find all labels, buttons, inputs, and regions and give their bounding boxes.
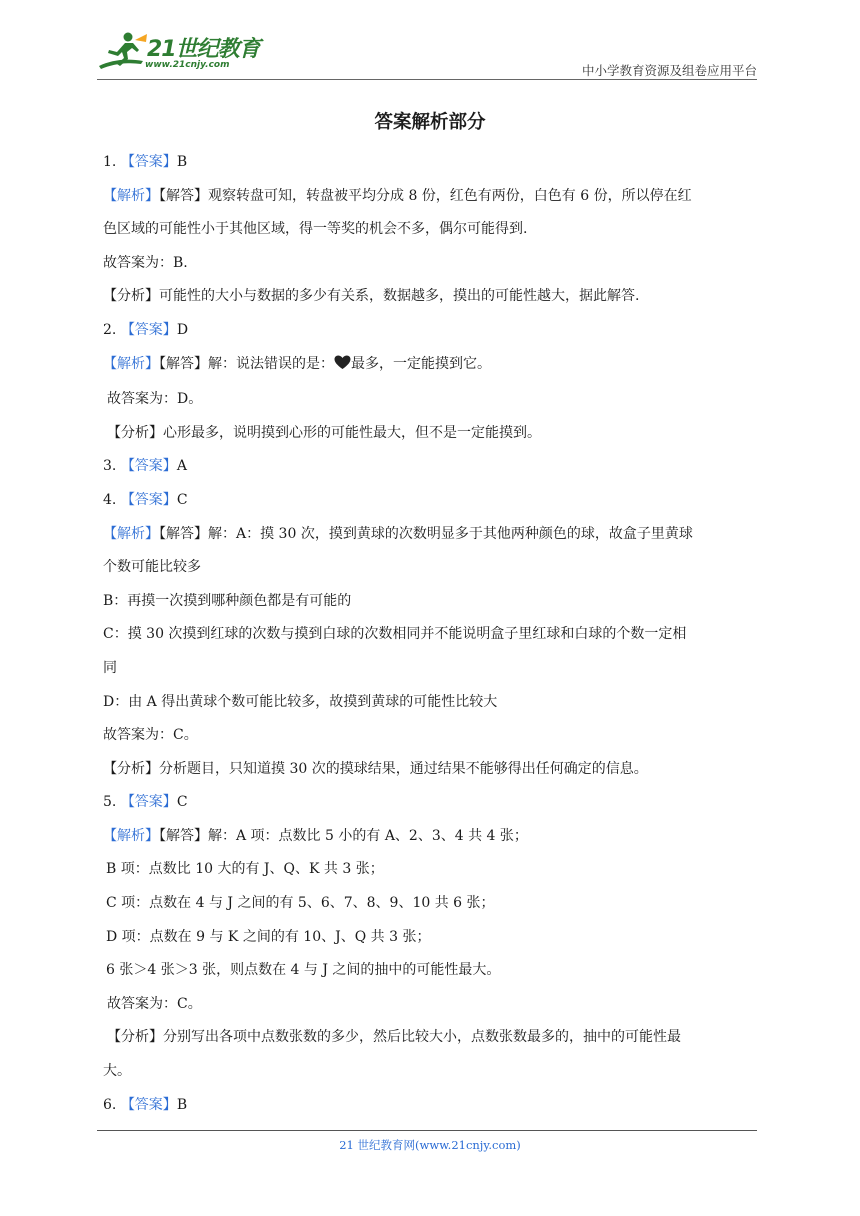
text-line xyxy=(103,686,763,720)
text-line xyxy=(103,280,763,314)
runner-logo-icon xyxy=(97,30,149,74)
text-line xyxy=(103,417,763,451)
text-segment: D 项：点数在 9 与 K 之间的有 10、J、Q 共 3 张； xyxy=(106,928,431,945)
text-line xyxy=(103,348,763,384)
text-line xyxy=(103,921,763,955)
text-line xyxy=(103,180,763,214)
text-line xyxy=(103,247,763,281)
text-segment: 色区域的可能性小于其他区域，得一等奖的机会不多，偶尔可能得到. xyxy=(103,221,528,238)
text-segment: 个数可能比较多 xyxy=(103,559,201,576)
text-line xyxy=(103,820,763,854)
text-segment: 【解答】观察转盘可知，转盘被平均分成 8 份，红色有两份，白色有 6 份，所以停在红 xyxy=(159,187,692,204)
text-line xyxy=(103,719,763,753)
logo-url: www.21cnjy.com xyxy=(145,60,230,70)
site-logo[interactable] xyxy=(97,30,267,74)
text-segment: 1. xyxy=(103,154,121,170)
text-segment: 最多，一定能摸到它。 xyxy=(351,355,491,372)
text-line xyxy=(103,652,763,686)
text-segment: B：再摸一次摸到哪种颜色都是有可能的 xyxy=(103,592,352,609)
text-segment: 【分析】分别写出各项中点数张数的多少，然后比较大小，点数张数最多的，抽中的可能性最 xyxy=(107,1029,681,1046)
text-segment: C 项：点数在 4 与 J 之间的有 5、6、7、8、9、10 共 6 张； xyxy=(106,895,495,912)
text-segment: B xyxy=(176,154,188,170)
text-line xyxy=(103,753,763,787)
text-segment: D xyxy=(176,321,189,338)
footer-divider xyxy=(97,1130,757,1131)
text-segment: 故答案为：C。 xyxy=(107,995,202,1012)
text-line xyxy=(103,450,763,484)
answer-tag: 【解析】 xyxy=(103,525,159,542)
text-line xyxy=(103,551,763,585)
text-segment: 故答案为：B. xyxy=(103,254,188,271)
answer-content xyxy=(103,146,763,1122)
answer-tag: 【答案】 xyxy=(120,458,177,475)
text-line xyxy=(103,1021,763,1055)
text-line xyxy=(103,484,763,518)
answer-tag: 【解析】 xyxy=(103,827,159,844)
text-segment: 【分析】可能性的大小与数据的多少有关系，数据越多，摸出的可能性越大，据此解答. xyxy=(103,288,640,305)
text-line xyxy=(103,1055,763,1089)
footer-link[interactable]: 21 世纪教育网(www.21cnjy.com) xyxy=(339,1138,521,1152)
text-segment: 2. xyxy=(103,321,121,338)
text-segment: 6 张＞4 张＞3 张，则点数在 4 与 J 之间的抽中的可能性最大。 xyxy=(106,962,501,979)
text-segment: D：由 A 得出黄球个数可能比较多，故摸到黄球的可能性比较大 xyxy=(103,693,498,710)
text-line xyxy=(103,988,763,1022)
text-segment: A xyxy=(176,458,187,475)
answer-tag: 【解析】 xyxy=(103,187,159,204)
page-header xyxy=(97,28,757,84)
text-line xyxy=(103,1089,763,1123)
answer-tag: 【答案】 xyxy=(120,321,177,338)
text-segment: B 项：点数比 10 大的有 J、Q、K 共 3 张； xyxy=(106,861,384,878)
text-segment: 【分析】分析题目，只知道摸 30 次的摸球结果，通过结果不能够得出任何确定的信息。 xyxy=(103,760,648,777)
text-segment: 【解答】解：A 项：点数比 5 小的有 A、2、3、4 共 4 张； xyxy=(159,827,528,844)
text-segment: B xyxy=(176,1096,188,1113)
page-title: 答案解析部分 xyxy=(374,112,486,133)
platform-name: 中小学教育资源及组卷应用平台 xyxy=(581,63,757,78)
text-segment: 故答案为：D。 xyxy=(107,391,203,408)
answer-tag: 【答案】 xyxy=(120,1096,177,1113)
text-segment: 【分析】心形最多，说明摸到心形的可能性最大，但不是一定能摸到。 xyxy=(107,424,541,441)
text-line xyxy=(103,146,763,180)
answer-tag: 【答案】 xyxy=(120,154,177,170)
text-line xyxy=(103,383,763,417)
text-line xyxy=(103,786,763,820)
text-segment: C：摸 30 次摸到红球的次数与摸到白球的次数相同并不能说明盒子里红球和白球的个数一定相 xyxy=(103,626,687,643)
text-line xyxy=(103,618,763,652)
heart-icon xyxy=(334,350,351,384)
text-segment: 大。 xyxy=(103,1063,131,1080)
text-segment: 同 xyxy=(103,659,117,676)
text-line xyxy=(103,954,763,988)
text-line xyxy=(103,314,763,348)
logo-wordmark: 21世纪教育 xyxy=(147,37,260,62)
text-segment: 4. xyxy=(103,491,121,508)
text-segment: 6. xyxy=(103,1096,121,1113)
answer-tag: 【答案】 xyxy=(120,794,177,811)
text-line xyxy=(103,213,763,247)
answer-tag: 【答案】 xyxy=(120,491,177,508)
text-segment: 3. xyxy=(103,458,121,475)
text-segment: C xyxy=(176,491,188,508)
text-segment: 故答案为：C。 xyxy=(103,727,198,744)
answer-tag: 【解析】 xyxy=(103,355,159,372)
text-line xyxy=(103,853,763,887)
text-segment: 5. xyxy=(103,794,121,811)
text-segment: C xyxy=(176,794,188,811)
text-line xyxy=(103,518,763,552)
header-divider xyxy=(97,79,757,80)
text-line xyxy=(103,887,763,921)
text-segment: 【解答】解：说法错误的是： xyxy=(159,355,334,372)
text-line xyxy=(103,585,763,619)
text-segment: 【解答】解：A：摸 30 次，摸到黄球的次数明显多于其他两种颜色的球，故盒子里黄球 xyxy=(159,525,693,542)
